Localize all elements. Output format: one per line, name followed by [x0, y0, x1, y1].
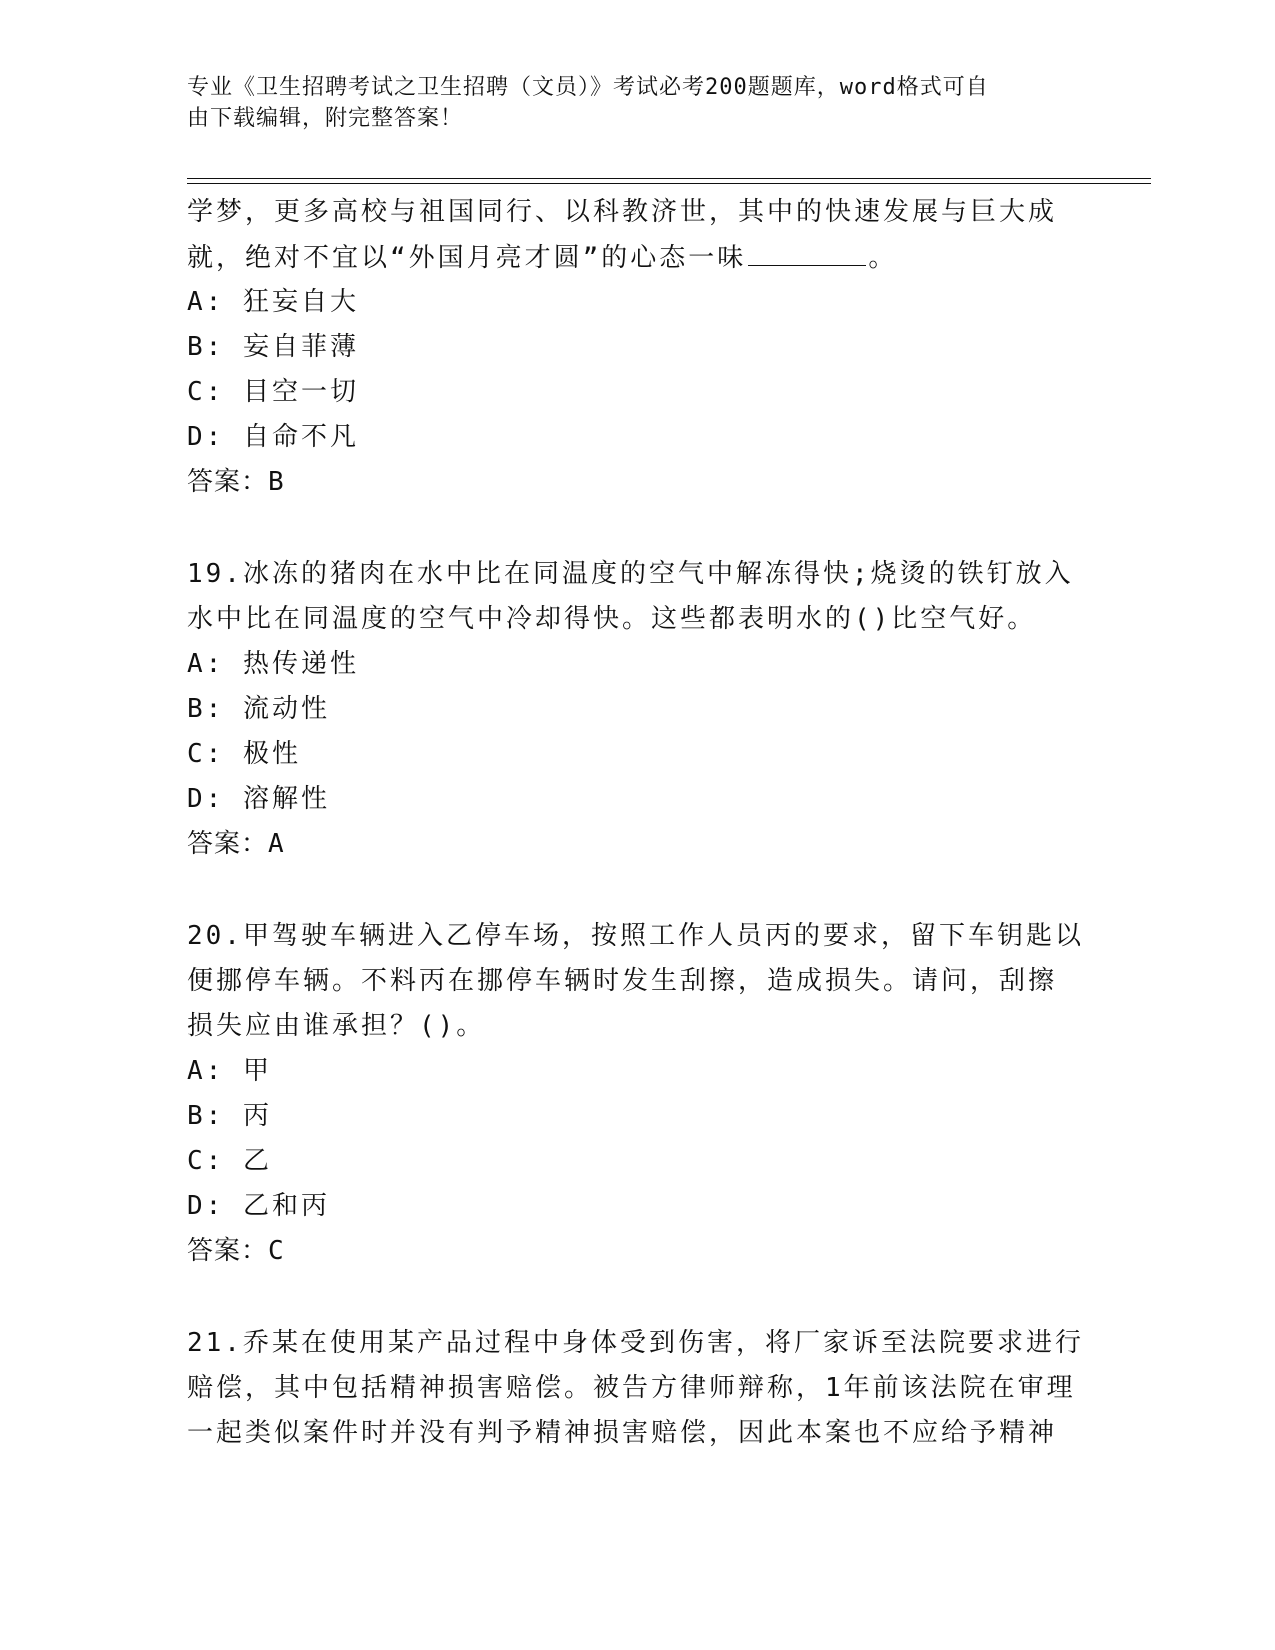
question-text-line [187, 235, 1087, 280]
option-c: C: 极性 [187, 739, 301, 769]
fill-in-blank [748, 235, 866, 266]
document-body [187, 190, 1087, 1456]
option-b: B: 丙 [187, 1101, 272, 1131]
question-text-line: 学梦，更多高校与祖国同行、以科教济世，其中的快速发展与巨大成 [187, 197, 1058, 227]
option-b: B: 流动性 [187, 694, 330, 724]
question-text-line: 水中比在同温度的空气中冷却得快。这些都表明水的()比空气好。 [187, 604, 1037, 634]
header-title-line-2: 由下载编辑，附完整答案！ [187, 106, 464, 131]
header-divider-bottom [187, 183, 1151, 184]
question-spacer [187, 505, 1087, 552]
question-text-line: 一起类似案件时并没有判予精神损害赔偿，因此本案也不应给予精神 [187, 1418, 1058, 1448]
option-c: C: 目空一切 [187, 377, 359, 407]
option-a: A: 热传递性 [187, 649, 359, 679]
question-spacer [187, 867, 1087, 914]
question-text-line: 21.乔某在使用某产品过程中身体受到伤害，将厂家诉至法院要求进行 [187, 1328, 1084, 1358]
question-18 [187, 190, 1087, 505]
option-a: A: 狂妄自大 [187, 287, 359, 317]
answer-label: 答案：B [187, 467, 285, 497]
document-header [187, 72, 1067, 134]
answer-label: 答案：A [187, 829, 285, 859]
question-text-line: 赔偿，其中包括精神损害赔偿。被告方律师辩称，1年前该法院在审理 [187, 1373, 1076, 1403]
question-19 [187, 552, 1087, 867]
answer-label: 答案：C [187, 1236, 285, 1266]
question-20 [187, 914, 1087, 1274]
option-d: D: 自命不凡 [187, 422, 359, 452]
question-text-line: 损失应由谁承担？()。 [187, 1011, 486, 1041]
question-spacer [187, 1274, 1087, 1321]
question-text-fragment: 。 [868, 243, 898, 273]
question-text-line: 20.甲驾驶车辆进入乙停车场，按照工作人员丙的要求，留下车钥匙以 [187, 921, 1084, 951]
question-text-fragment: 就，绝对不宜以“外国月亮才圆”的心态一味 [187, 243, 747, 273]
header-title-line-1: 专业《卫生招聘考试之卫生招聘（文员）》考试必考200题题库，word格式可自 [187, 75, 989, 100]
option-a: A: 甲 [187, 1056, 272, 1086]
question-21 [187, 1321, 1087, 1456]
option-b: B: 妄自菲薄 [187, 332, 359, 362]
option-c: C: 乙 [187, 1146, 272, 1176]
option-d: D: 溶解性 [187, 784, 330, 814]
question-text-line: 19.冰冻的猪肉在水中比在同温度的空气中解冻得快;烧烫的铁钉放入 [187, 559, 1074, 589]
question-text-line: 便挪停车辆。不料丙在挪停车辆时发生刮擦，造成损失。请问，刮擦 [187, 966, 1058, 996]
option-d: D: 乙和丙 [187, 1191, 330, 1221]
header-divider-top [187, 178, 1151, 179]
